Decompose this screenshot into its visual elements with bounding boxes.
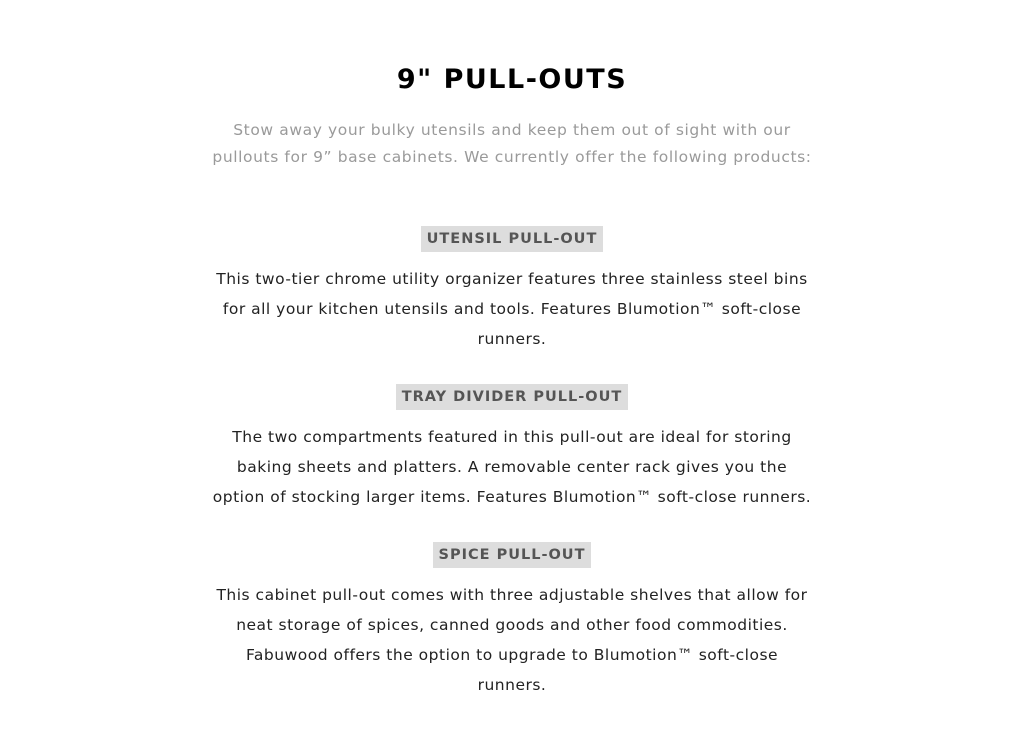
section-heading-badge: SPICE PULL-OUT <box>433 542 592 568</box>
section-heading-badge: UTENSIL PULL-OUT <box>421 226 604 252</box>
section-spice-heading <box>0 542 1024 568</box>
section-spice-description: This cabinet pull-out comes with three adjustable shelves that allow for neat storage of spices, canned goods and other food commodities. Fabuwood offers the option to upgrade to Blumotion™ soft-close runners. <box>216 586 808 694</box>
page-title: 9" PULL-OUTS <box>396 64 628 95</box>
section-utensil-heading <box>0 226 1024 252</box>
section-tray-divider-heading <box>0 384 1024 410</box>
section-tray-divider-description: The two compartments featured in this pull-out are ideal for storing baking sheets and platters. A removable center rack gives you the option of stocking larger items. Features Blumotion™ soft-close runners. <box>212 428 812 506</box>
section-heading-badge: TRAY DIVIDER PULL-OUT <box>396 384 629 410</box>
section-utensil-description: This two-tier chrome utility organizer features three stainless steel bins for all your kitchen utensils and tools. Features Blumotion™ soft-close runners. <box>216 270 808 348</box>
intro-paragraph: Stow away your bulky utensils and keep them out of sight with our pullouts for 9” base cabinets. We currently offer the following products: <box>212 121 812 166</box>
